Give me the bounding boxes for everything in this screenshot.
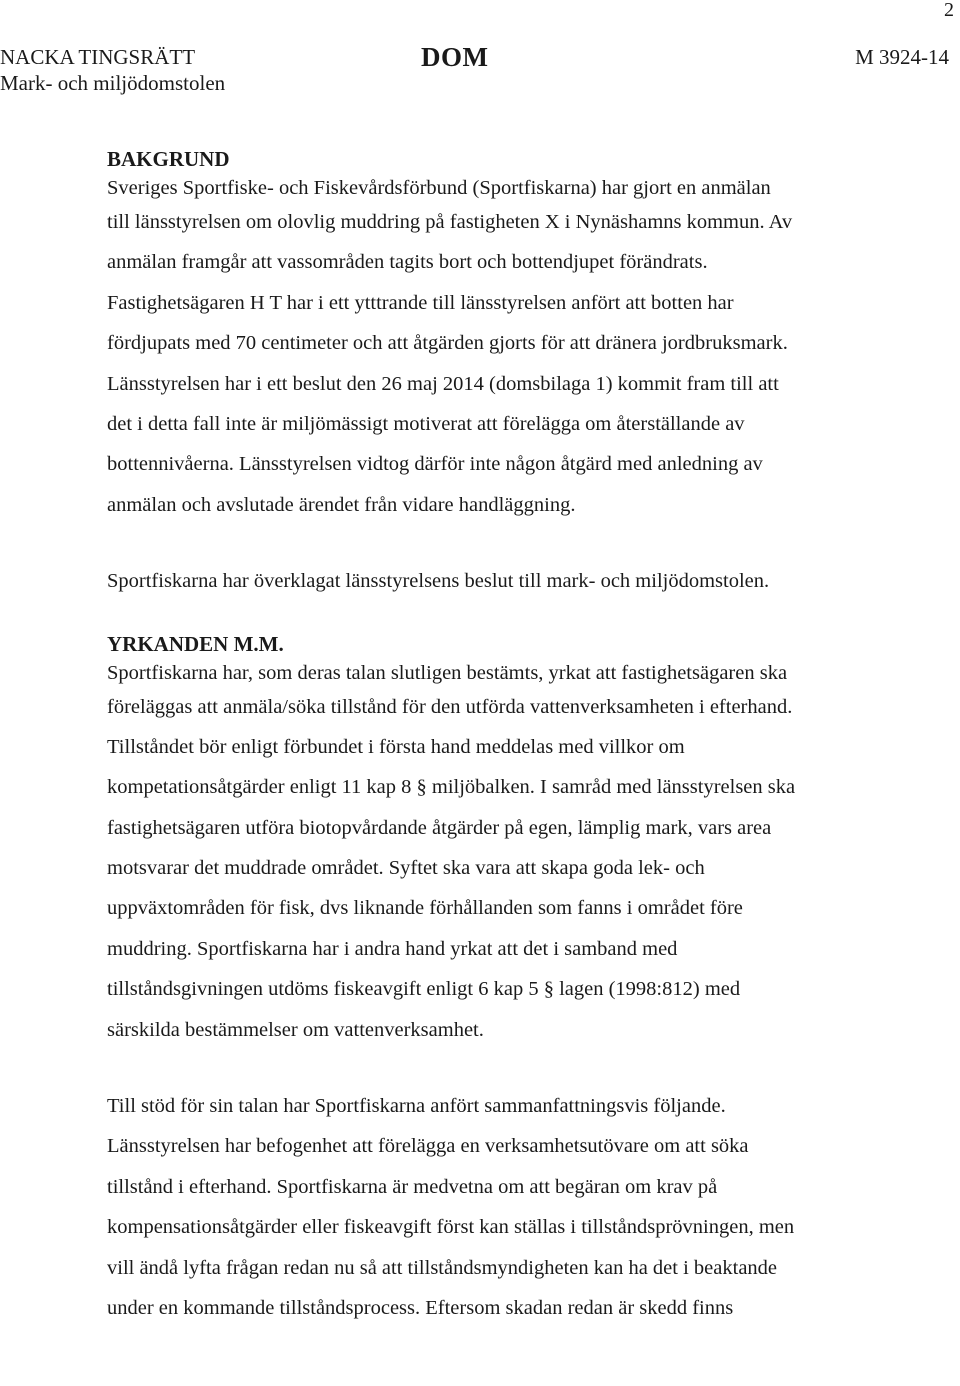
- yrkanden-paragraph-1: [107, 659, 907, 1051]
- page-number: 2: [944, 0, 954, 21]
- text-line: Fastighetsägaren H T har i ett ytttrande till länsstyrelsen anfört att botten har: [107, 291, 734, 314]
- text-line: Länsstyrelsen har i ett beslut den 26 maj 2014 (domsbilaga 1) kommit fram till att: [107, 372, 779, 395]
- section-heading-bakgrund: BAKGRUND: [107, 147, 230, 171]
- text-line: vill ändå lyfta frågan redan nu så att tillståndsmyndigheten kan ha det i beaktande: [107, 1256, 778, 1279]
- text-line: anmälan och avslutade ärendet från vidare handläggning.: [107, 493, 576, 516]
- court-division: Mark- och miljödomstolen: [0, 71, 226, 95]
- text-line: muddring. Sportfiskarna har i andra hand yrkat att det i samband med: [107, 937, 678, 960]
- text-line: Tillståndet bör enligt förbundet i första hand meddelas med villkor om: [107, 735, 685, 758]
- text-line: uppväxtområden för fisk, dvs liknande förhållanden som fanns i området före: [107, 897, 743, 920]
- section-heading-yrkanden: YRKANDEN M.M.: [107, 631, 284, 656]
- text-line: tillståndsgivningen utdöms fiskeavgift enligt 6 kap 5 § lagen (1998:812) med: [107, 978, 741, 1001]
- text-line: Sportfiskarna har, som deras talan slutligen bestämts, yrkat att fastighetsägaren ska: [107, 661, 788, 684]
- text-line: bottennivåerna. Länsstyrelsen vidtog därför inte någon åtgärd med anledning av: [107, 453, 763, 476]
- bakgrund-paragraph-2: Sportfiskarna har överklagat länsstyrelsens beslut till mark- och miljödomstolen.: [107, 570, 770, 593]
- text-line: kompetationsåtgärder enligt 11 kap 8 § miljöbalken. I samråd med länsstyrelsen ska: [107, 776, 796, 799]
- text-line: kompensationsåtgärder eller fiskeavgift först kan ställas i tillståndsprövningen, men: [107, 1216, 795, 1239]
- document-type: DOM: [421, 42, 489, 72]
- text-line: fördjupats med 70 centimeter och att åtgärden gjorts för att dränera jordbruksmark.: [107, 332, 788, 355]
- text-line: fastighetsägaren utföra biotopvårdande åtgärder på egen, lämplig mark, vars area: [107, 816, 772, 839]
- text-line: anmälan framgår att vassområden tagits bort och bottendjupet förändrats.: [107, 251, 708, 274]
- text-line: särskilda bestämmelser om vattenverksamhet.: [107, 1018, 484, 1041]
- bakgrund-paragraph-1: [107, 174, 907, 525]
- yrkanden-paragraph-2: [107, 1086, 907, 1328]
- text-line: motsvarar det muddrade området. Syftet ska vara att skapa goda lek- och: [107, 857, 705, 880]
- court-name: NACKA TINGSRÄTT: [0, 45, 196, 69]
- document-body: [107, 145, 907, 1328]
- text-line: Sveriges Sportfiske- och Fiskevårdsförbund (Sportfiskarna) har gjort en anmälan: [107, 177, 771, 199]
- text-line: föreläggas att anmäla/söka tillstånd för den utförda vattenverksamheten i efterhand.: [107, 695, 793, 718]
- text-line: Till stöd för sin talan har Sportfiskarna anfört sammanfattningsvis följande.: [107, 1095, 726, 1118]
- text-line: till länsstyrelsen om olovlig muddring på fastigheten X i Nynäshamns kommun. Av: [107, 211, 793, 233]
- text-line: tillstånd i efterhand. Sportfiskarna är medvetna om att begäran om krav på: [107, 1175, 718, 1198]
- case-number: M 3924-14: [855, 45, 949, 69]
- document-header: [0, 40, 960, 100]
- text-line: det i detta fall inte är miljömässigt motiverat att förelägga om återställande av: [107, 412, 745, 435]
- text-line: Länsstyrelsen har befogenhet att förelägga en verksamhetsutövare om att söka: [107, 1135, 749, 1158]
- text-line: under en kommande tillståndsprocess. Eftersom skadan redan är skedd finns: [107, 1296, 734, 1319]
